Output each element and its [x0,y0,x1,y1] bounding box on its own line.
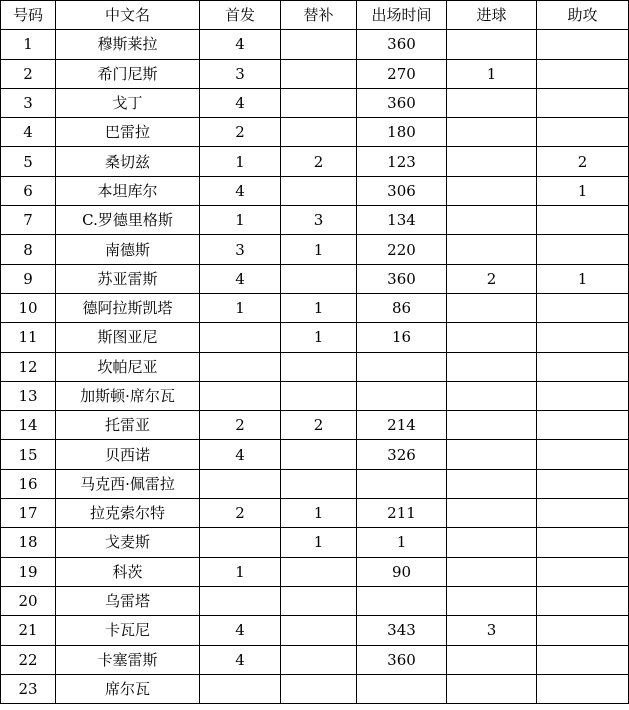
cell-chinese-name: 本坦库尔 [56,176,200,205]
cell-minutes: 211 [357,499,447,528]
header-chinese-name: 中文名 [56,1,200,30]
cell-starts: 3 [200,235,281,264]
cell-goals [447,645,537,674]
cell-assists [537,352,629,381]
cell-goals [447,30,537,59]
table-row [1,88,629,117]
table-header [1,1,629,30]
cell-assists [537,206,629,235]
cell-chinese-name: 斯图亚尼 [56,323,200,352]
cell-assists: 1 [537,264,629,293]
cell-starts [200,469,281,498]
cell-goals [447,586,537,615]
cell-number: 7 [1,206,56,235]
cell-minutes: 16 [357,323,447,352]
cell-assists [537,499,629,528]
cell-chinese-name: 贝西诺 [56,440,200,469]
cell-minutes: 86 [357,293,447,322]
cell-substitutes: 1 [281,235,357,264]
cell-minutes [357,586,447,615]
cell-goals [447,88,537,117]
cell-starts: 2 [200,118,281,147]
cell-chinese-name: 坎帕尼亚 [56,352,200,381]
cell-minutes: 180 [357,118,447,147]
cell-goals [447,499,537,528]
cell-substitutes [281,118,357,147]
cell-minutes: 270 [357,59,447,88]
cell-assists [537,235,629,264]
table-body [1,30,629,704]
table-row [1,557,629,586]
cell-starts: 4 [200,616,281,645]
cell-chinese-name: 卡塞雷斯 [56,645,200,674]
table-row [1,206,629,235]
cell-chinese-name: 苏亚雷斯 [56,264,200,293]
cell-chinese-name: 希门尼斯 [56,59,200,88]
table-row [1,411,629,440]
cell-starts: 4 [200,264,281,293]
cell-starts [200,528,281,557]
table-row [1,30,629,59]
cell-number: 14 [1,411,56,440]
cell-assists [537,118,629,147]
cell-assists [537,469,629,498]
cell-minutes: 134 [357,206,447,235]
header-substitutes: 替补 [281,1,357,30]
cell-substitutes [281,352,357,381]
header-number: 号码 [1,1,56,30]
cell-assists [537,528,629,557]
cell-goals [447,293,537,322]
cell-assists [537,323,629,352]
cell-number: 8 [1,235,56,264]
cell-chinese-name: 德阿拉斯凯塔 [56,293,200,322]
cell-number: 15 [1,440,56,469]
cell-chinese-name: 加斯顿·席尔瓦 [56,381,200,410]
cell-assists [537,586,629,615]
table-row [1,499,629,528]
cell-goals [447,528,537,557]
cell-substitutes [281,616,357,645]
cell-goals: 3 [447,616,537,645]
table-row [1,118,629,147]
cell-number: 4 [1,118,56,147]
table-row [1,440,629,469]
cell-assists [537,59,629,88]
cell-number: 23 [1,674,56,703]
cell-substitutes: 1 [281,499,357,528]
cell-assists [537,440,629,469]
cell-starts: 4 [200,440,281,469]
cell-substitutes: 1 [281,323,357,352]
cell-starts: 2 [200,499,281,528]
header-row [1,1,629,30]
cell-goals [447,411,537,440]
cell-chinese-name: 卡瓦尼 [56,616,200,645]
cell-substitutes: 3 [281,206,357,235]
table-row [1,674,629,703]
cell-chinese-name: 科茨 [56,557,200,586]
cell-goals [447,118,537,147]
cell-minutes: 360 [357,264,447,293]
cell-chinese-name: 南德斯 [56,235,200,264]
table-row [1,586,629,615]
table-row [1,176,629,205]
table-row [1,352,629,381]
cell-goals [447,381,537,410]
cell-starts [200,352,281,381]
cell-starts: 2 [200,411,281,440]
table-row [1,645,629,674]
cell-starts [200,323,281,352]
cell-starts: 4 [200,30,281,59]
cell-number: 19 [1,557,56,586]
cell-substitutes [281,674,357,703]
table-row [1,381,629,410]
header-starts: 首发 [200,1,281,30]
cell-assists: 1 [537,176,629,205]
cell-number: 11 [1,323,56,352]
cell-assists [537,30,629,59]
cell-goals [447,235,537,264]
cell-number: 3 [1,88,56,117]
cell-minutes: 326 [357,440,447,469]
cell-minutes: 306 [357,176,447,205]
cell-minutes: 220 [357,235,447,264]
cell-assists [537,381,629,410]
cell-number: 20 [1,586,56,615]
cell-assists [537,645,629,674]
cell-chinese-name: 席尔瓦 [56,674,200,703]
cell-chinese-name: 拉克索尔特 [56,499,200,528]
cell-number: 17 [1,499,56,528]
cell-chinese-name: 乌雷塔 [56,586,200,615]
cell-substitutes [281,557,357,586]
cell-goals [447,176,537,205]
cell-assists [537,557,629,586]
cell-goals [447,674,537,703]
cell-number: 6 [1,176,56,205]
cell-number: 22 [1,645,56,674]
cell-substitutes [281,264,357,293]
cell-chinese-name: 戈麦斯 [56,528,200,557]
cell-number: 21 [1,616,56,645]
cell-number: 2 [1,59,56,88]
cell-starts: 1 [200,206,281,235]
table-row [1,616,629,645]
table-row [1,323,629,352]
cell-goals [447,557,537,586]
cell-starts: 4 [200,88,281,117]
cell-starts: 4 [200,176,281,205]
cell-assists [537,674,629,703]
cell-goals [447,352,537,381]
cell-chinese-name: 马克西·佩雷拉 [56,469,200,498]
cell-number: 1 [1,30,56,59]
cell-goals [447,469,537,498]
table-row [1,147,629,176]
cell-substitutes [281,176,357,205]
cell-chinese-name: C.罗德里格斯 [56,206,200,235]
cell-chinese-name: 巴雷拉 [56,118,200,147]
cell-number: 9 [1,264,56,293]
cell-number: 16 [1,469,56,498]
cell-minutes: 1 [357,528,447,557]
table-row [1,59,629,88]
cell-starts [200,586,281,615]
cell-goals: 1 [447,59,537,88]
header-assists: 助攻 [537,1,629,30]
cell-starts: 3 [200,59,281,88]
cell-number: 18 [1,528,56,557]
table-row [1,528,629,557]
cell-starts: 1 [200,557,281,586]
cell-starts: 1 [200,293,281,322]
cell-minutes: 90 [357,557,447,586]
cell-minutes: 360 [357,30,447,59]
cell-substitutes [281,30,357,59]
table-row [1,469,629,498]
cell-minutes [357,381,447,410]
cell-substitutes [281,440,357,469]
cell-chinese-name: 穆斯莱拉 [56,30,200,59]
cell-chinese-name: 桑切兹 [56,147,200,176]
cell-assists [537,293,629,322]
cell-goals: 2 [447,264,537,293]
table-row [1,235,629,264]
cell-substitutes [281,469,357,498]
cell-goals [447,323,537,352]
header-goals: 进球 [447,1,537,30]
cell-substitutes [281,88,357,117]
cell-minutes [357,674,447,703]
cell-substitutes: 2 [281,411,357,440]
cell-chinese-name: 托雷亚 [56,411,200,440]
cell-minutes: 123 [357,147,447,176]
cell-goals [447,206,537,235]
cell-minutes: 360 [357,88,447,117]
cell-assists: 2 [537,147,629,176]
cell-minutes: 343 [357,616,447,645]
cell-number: 12 [1,352,56,381]
cell-assists [537,616,629,645]
cell-substitutes: 2 [281,147,357,176]
cell-number: 13 [1,381,56,410]
cell-number: 5 [1,147,56,176]
cell-substitutes [281,645,357,674]
cell-goals [447,440,537,469]
cell-chinese-name: 戈丁 [56,88,200,117]
cell-assists [537,88,629,117]
cell-number: 10 [1,293,56,322]
cell-substitutes [281,59,357,88]
header-minutes: 出场时间 [357,1,447,30]
cell-substitutes: 1 [281,293,357,322]
cell-starts: 4 [200,645,281,674]
cell-assists [537,411,629,440]
cell-minutes [357,352,447,381]
cell-substitutes [281,586,357,615]
cell-minutes: 360 [357,645,447,674]
table-row [1,264,629,293]
cell-minutes: 214 [357,411,447,440]
cell-starts [200,381,281,410]
cell-substitutes: 1 [281,528,357,557]
cell-starts [200,674,281,703]
table-row [1,293,629,322]
cell-substitutes [281,381,357,410]
cell-starts: 1 [200,147,281,176]
cell-minutes [357,469,447,498]
cell-goals [447,147,537,176]
